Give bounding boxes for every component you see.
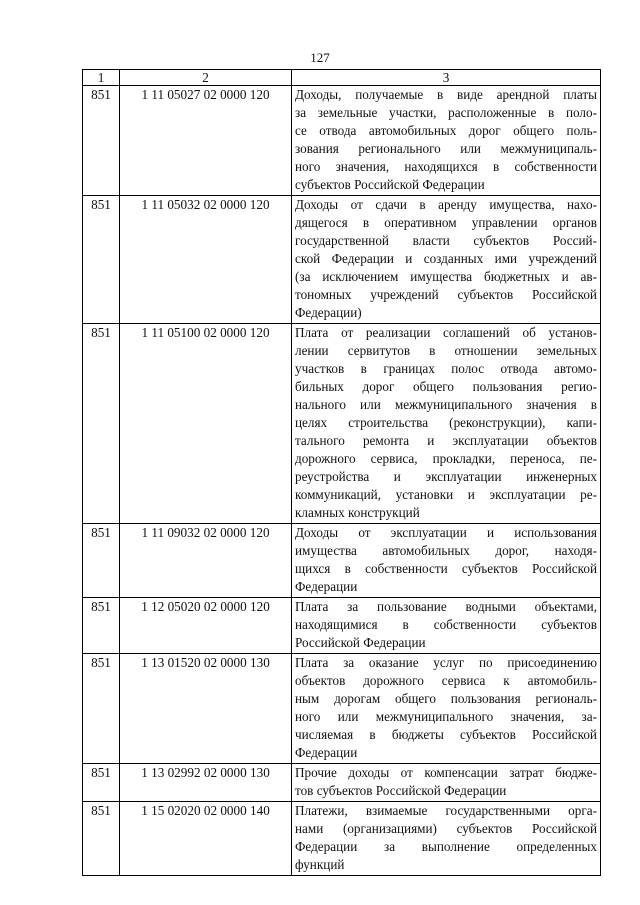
description-cell: [292, 598, 601, 654]
description-line: Плата за оказание услуг по присоединению: [295, 655, 597, 670]
table-header-row: [83, 70, 601, 86]
description-line: нами (организациями) субъектов Российской: [295, 821, 597, 836]
admin-code-cell: 851: [83, 524, 120, 598]
description-line: Российской Федерации: [295, 635, 426, 650]
description-line: кламных конструкций: [295, 505, 420, 520]
table-row: [83, 764, 601, 802]
description-line: функций: [295, 857, 345, 872]
admin-code-cell: 851: [83, 764, 120, 802]
description-line: се отвода автомобильных дорог общего поль-: [295, 123, 597, 138]
table-row: [83, 86, 601, 196]
description-line: за земельные участки, расположенные в поло-: [295, 105, 597, 120]
description-line: Федерации за выполнение определенных: [295, 839, 597, 854]
description-line: Доходы от сдачи в аренду имущества, нахо-: [295, 197, 597, 212]
revenue-code-cell: 1 11 05027 02 0000 120: [120, 86, 292, 196]
description-line: коммуникаций, установки и эксплуатации ре-: [295, 487, 597, 502]
description-cell: [292, 802, 601, 876]
description-line: Федерации: [295, 745, 358, 760]
table-row: [83, 654, 601, 764]
description-line: субъектов Российской Федерации: [295, 177, 485, 192]
description-line: (за исключением имущества бюджетных и ав-: [295, 269, 597, 284]
description-line: Федерации): [295, 305, 362, 320]
table-body: [83, 86, 601, 876]
column-header-3: 3: [292, 70, 601, 86]
description-line: щихся в собственности субъектов Российской: [295, 561, 597, 576]
description-line: нального или межмуниципального значения в: [295, 397, 597, 412]
page-number: 127: [310, 50, 330, 65]
column-header-2: 2: [120, 70, 292, 86]
description-line: объектов дорожного сервиса к автомобиль-: [295, 673, 597, 688]
description-line: тов субъектов Российской Федерации: [295, 783, 507, 798]
description-cell: [292, 86, 601, 196]
description-line: зования регионального или межмуниципаль-: [295, 141, 597, 156]
revenue-code-cell: 1 12 05020 02 0000 120: [120, 598, 292, 654]
description-line: числяемая в бюджеты субъектов Российской: [295, 727, 597, 742]
admin-code-cell: 851: [83, 654, 120, 764]
description-line: реустройства и эксплуатации инженерных: [295, 469, 597, 484]
description-line: Плата от реализации соглашений об установ-: [295, 325, 597, 340]
description-line: имущества автомобильных дорог, находя-: [295, 543, 597, 558]
description-cell: [292, 524, 601, 598]
description-line: Доходы, получаемые в виде арендной платы: [295, 87, 597, 102]
description-line: бильных дорог общего пользования регио-: [295, 379, 597, 394]
table-row: [83, 598, 601, 654]
description-line: ской Федерации и созданных ими учреждений: [295, 251, 597, 266]
description-cell: [292, 764, 601, 802]
admin-code-cell: 851: [83, 324, 120, 524]
column-header-1: 1: [83, 70, 120, 86]
description-cell: [292, 324, 601, 524]
description-line: Доходы от эксплуатации и использования: [295, 525, 597, 540]
revenue-code-cell: 1 11 05032 02 0000 120: [120, 196, 292, 324]
admin-code-cell: 851: [83, 598, 120, 654]
table-row: [83, 802, 601, 876]
description-line: ным дорогам общего пользования региональ-: [295, 691, 597, 706]
description-line: участков в границах полос отвода автомо-: [295, 361, 597, 376]
description-line: находящимися в собственности субъектов: [295, 617, 597, 632]
description-line: тального ремонта и эксплуатации объектов: [295, 433, 597, 448]
revenue-codes-table: [82, 69, 601, 876]
description-cell: [292, 196, 601, 324]
admin-code-cell: 851: [83, 86, 120, 196]
revenue-code-cell: 1 11 05100 02 0000 120: [120, 324, 292, 524]
description-cell: [292, 654, 601, 764]
description-line: Прочие доходы от компенсации затрат бюдже-: [295, 765, 597, 780]
admin-code-cell: 851: [83, 196, 120, 324]
admin-code-cell: 851: [83, 802, 120, 876]
revenue-code-cell: 1 13 02992 02 0000 130: [120, 764, 292, 802]
description-line: ного значения, находящихся в собственности: [295, 159, 597, 174]
description-line: целях строительства (реконструкции), капи-: [295, 415, 597, 430]
revenue-code-cell: 1 13 01520 02 0000 130: [120, 654, 292, 764]
description-line: тономных учреждений субъектов Российской: [295, 287, 597, 302]
table-row: [83, 196, 601, 324]
description-line: государственной власти субъектов Россий-: [295, 233, 597, 248]
description-line: Плата за пользование водными объектами,: [295, 599, 597, 614]
revenue-code-cell: 1 11 09032 02 0000 120: [120, 524, 292, 598]
table-row: [83, 324, 601, 524]
description-line: Федерации: [295, 579, 358, 594]
table-row: [83, 524, 601, 598]
description-line: лении сервитутов в отношении земельных: [295, 343, 597, 358]
description-line: дящегося в оперативном управлении органов: [295, 215, 597, 230]
description-line: дорожного сервиса, прокладки, переноса, пе-: [295, 451, 597, 466]
description-line: ного или межмуниципального значения, за-: [295, 709, 597, 724]
description-line: Платежи, взимаемые государственными орга-: [295, 803, 597, 818]
revenue-code-cell: 1 15 02020 02 0000 140: [120, 802, 292, 876]
